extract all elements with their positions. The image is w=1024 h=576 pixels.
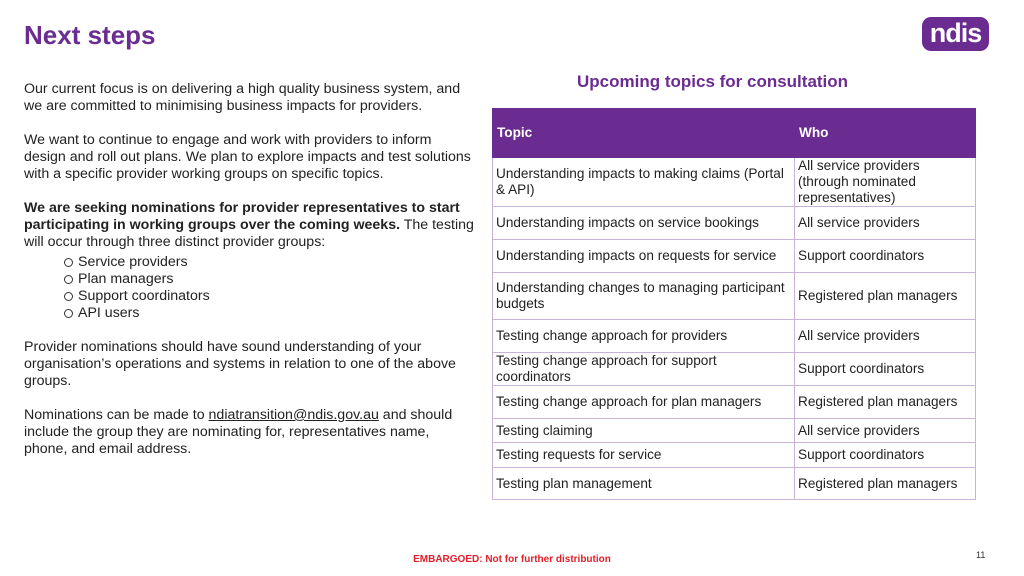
table-header-row [493, 109, 976, 158]
consultation-table [492, 108, 976, 500]
paragraph-understanding: Provider nominations should have sound understanding of your organisation’s operations and systems in relation to one of the above groups. [24, 339, 456, 389]
table-row [493, 158, 976, 207]
topic-cell: Understanding impacts on requests for service [493, 240, 795, 273]
who-cell: All service providers (through nominated representatives) [795, 158, 976, 207]
email-link[interactable]: ndiatransition@ndis.gov.au [208, 407, 379, 423]
who-cell: All service providers [795, 419, 976, 443]
list-item: Support coordinators [64, 288, 474, 305]
column-header-topic: Topic [493, 109, 795, 158]
topic-cell: Understanding impacts on service bookings [493, 207, 795, 240]
table-row [493, 207, 976, 240]
list-item: Service providers [64, 254, 474, 271]
table-row [493, 273, 976, 320]
paragraph-nominations-intro [24, 200, 474, 251]
nominations-callout: We are seeking nominations for provider representatives to start participating in working groups over the coming weeks. [24, 200, 460, 233]
who-cell: Support coordinators [795, 353, 976, 386]
consultation-title: Upcoming topics for consultation [577, 72, 849, 91]
list-item: Plan managers [64, 271, 474, 288]
table-row [493, 419, 976, 443]
embargo-notice: EMBARGOED: Not for further distribution [413, 554, 611, 565]
who-cell: All service providers [795, 320, 976, 353]
who-cell: Registered plan managers [795, 468, 976, 500]
table-row [493, 320, 976, 353]
who-cell: Registered plan managers [795, 273, 976, 320]
topic-cell: Testing requests for service [493, 443, 795, 468]
topic-cell: Testing claiming [493, 419, 795, 443]
table-row [493, 353, 976, 386]
topic-cell: Testing change approach for support coordinators [493, 353, 795, 386]
page-title: Next steps [24, 20, 156, 50]
who-cell: Support coordinators [795, 240, 976, 273]
ndis-logo: ndis [922, 17, 989, 51]
table-row [493, 240, 976, 273]
left-text-column [24, 81, 474, 458]
who-cell: Support coordinators [795, 443, 976, 468]
provider-groups-list [24, 254, 474, 322]
paragraph-contact [24, 407, 474, 458]
contact-suffix: and should include the group they are nominating for, representatives name, phone, and email address. [24, 407, 453, 457]
paragraph-engage: We want to continue to engage and work with providers to inform design and roll out plans. We plan to explore impacts and test solutions with a specific provider working groups on specific topics. [24, 132, 471, 182]
table-row [493, 443, 976, 468]
contact-prefix: Nominations can be made to [24, 407, 209, 423]
table-row [493, 468, 976, 500]
column-header-who: Who [795, 109, 976, 158]
topic-cell: Understanding impacts to making claims (Portal & API) [493, 158, 795, 207]
paragraph-focus: Our current focus is on delivering a high quality business system, and we are committed to minimising business impacts for providers. [24, 81, 461, 114]
topic-cell: Understanding changes to managing participant budgets [493, 273, 795, 320]
who-cell: Registered plan managers [795, 386, 976, 419]
list-item: API users [64, 305, 474, 322]
topic-cell: Testing change approach for providers [493, 320, 795, 353]
testing-groups-intro: The testing will occur through three distinct provider groups: [24, 217, 474, 250]
table-row [493, 386, 976, 419]
page-number: 11 [976, 550, 986, 560]
who-cell: All service providers [795, 207, 976, 240]
topic-cell: Testing plan management [493, 468, 795, 500]
topic-cell: Testing change approach for plan managers [493, 386, 795, 419]
